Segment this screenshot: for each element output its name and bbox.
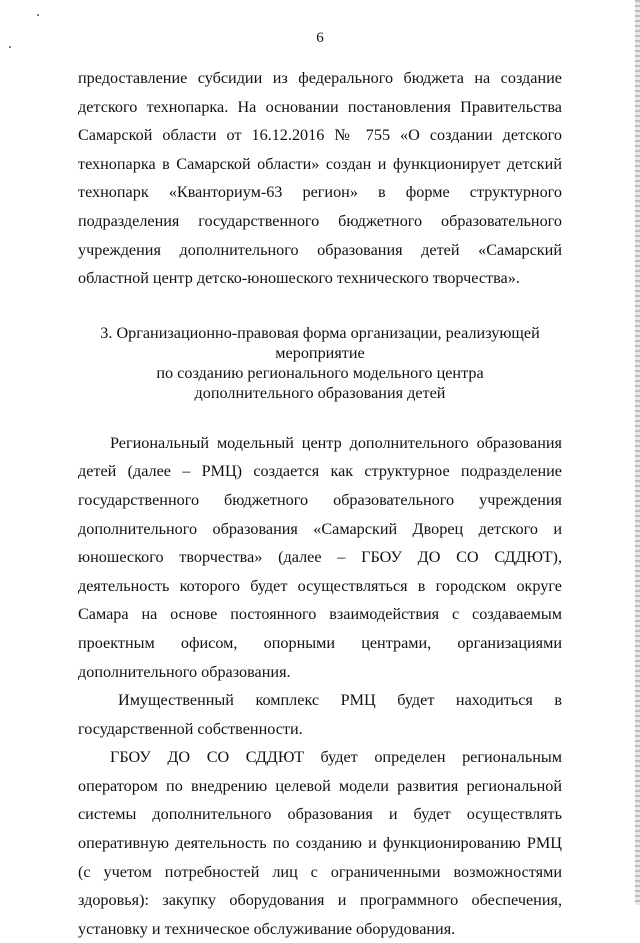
section-heading-line: по созданию регионального модельного центра [156,363,484,382]
paragraph-rmc-creation: Региональный модельный центр дополнительного образования детей (далее – РМЦ) создается как структурное подразделение государственного бюджетного образовательного учреждения дополнительного образования «Самарский Дворец детского и юношеского творчества» (далее – ГБОУ ДО СО СДДЮТ), деятельность которого будет осуществляться в городском округе Самара на основе постоянного взаимодействия с создаваемым проектным офисом, опорными центрами, организациями дополнительного образования. [78,433,562,681]
document-body [78,64,562,943]
scan-speck [37,14,39,16]
section-heading-line: дополнительного образования детей [194,383,446,402]
scan-edge [635,0,640,905]
paragraph-operator: ГБОУ ДО СО СДДЮТ будет определен региональным оператором по внедрению целевой модели развития региональной системы дополнительного образования и будет осуществлять оперативную деятельность по созданию и функционированию РМЦ (с учетом потребностей лиц с ограниченными возможностями здоровья): закупку оборудования и программного обеспечения, установку и техническое обслуживание оборудования. [78,748,562,938]
page-number: 6 [316,30,324,46]
section-heading [78,323,562,403]
paragraph-property: Имущественный комплекс РМЦ будет находиться в государственной собственности. [78,691,562,738]
paragraph-continued: предоставление субсидии из федерального бюджета на создание детского технопарка. На основании постановления Правительства Самарской области от 16.12.2016 № 755 «О создании детского технопарка в Самарской области» создан и функционирует детский технопарк «Кванториум-63 регион» в форме структурного подразделения государственного бюджетного образовательного учреждения дополнительного образования детей «Самарский областной центр детско-юношеского технического творчества». [78,69,562,288]
section-heading-line: 3. Организационно-правовая форма организации, реализующей мероприятие [100,323,540,362]
